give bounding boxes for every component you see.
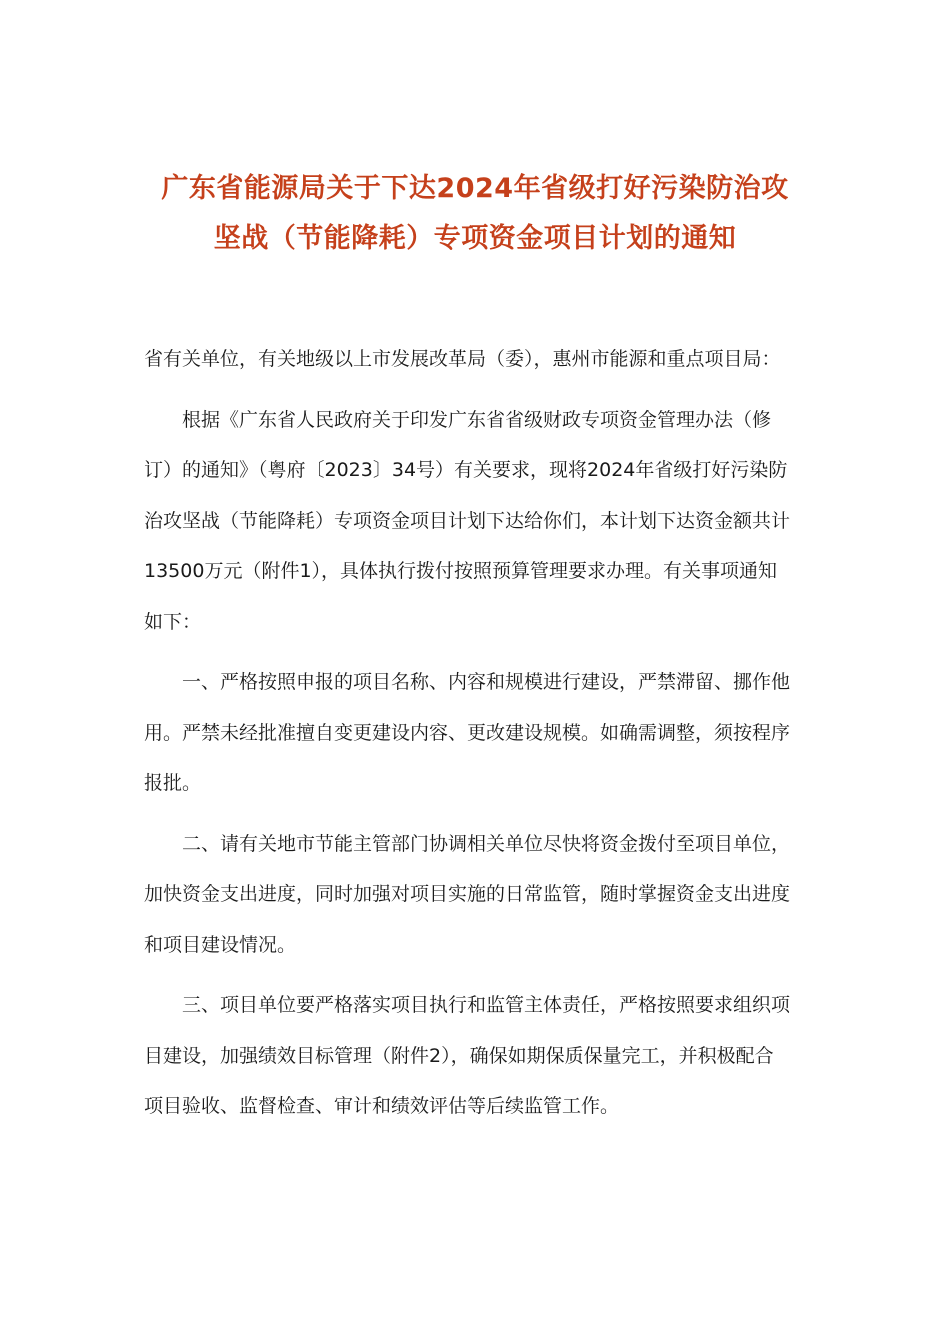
paragraph-line: 二、请有关地市节能主管部门协调相关单位尽快将资金拨付至项目单位， (182, 832, 791, 855)
document-body (144, 334, 808, 1142)
paragraph-line: 13500万元（附件1），具体执行拨付按照预算管理要求办理。有关事项通知 (144, 560, 778, 582)
paragraph-line: 根据《广东省人民政府关于印发广东省省级财政专项资金管理办法（修 (182, 408, 772, 431)
paragraph-item-2 (144, 819, 808, 971)
paragraph-line: 一、严格按照申报的项目名称、内容和规模进行建设，严禁滞留、挪作他 (182, 671, 791, 693)
paragraph-line: 目建设，加强绩效目标管理（附件2），确保如期保质保量完工，并积极配合 (144, 1044, 774, 1067)
paragraph-line: 用。严禁未经批准擅自变更建设内容、更改建设规模。如确需调整，须按程序 (144, 721, 791, 744)
paragraph-line: 报批。 (144, 772, 202, 794)
paragraph-line: 和项目建设情况。 (144, 933, 297, 956)
paragraph-line: 如下： (144, 610, 202, 633)
title-line-1: 广东省能源局关于下达2024年省级打好污染防治攻 (161, 173, 789, 204)
paragraph-intro (144, 395, 808, 648)
paragraph-line: 订）的通知》（粤府〔2023〕34号）有关要求，现将2024年省级打好污染防 (144, 459, 788, 481)
title-line-2: 坚战（节能降耗）专项资金项目计划的通知 (213, 223, 737, 254)
paragraph-line: 三、项目单位要严格落实项目执行和监管主体责任，严格按照要求组织项 (182, 994, 791, 1016)
document-title (140, 164, 810, 264)
paragraph-item-1 (144, 657, 808, 809)
paragraph-line: 加快资金支出进度，同时加强对项目实施的日常监管，随时掌握资金支出进度 (144, 883, 791, 905)
salutation-line: 省有关单位，有关地级以上市发展改革局（委），惠州市能源和重点项目局： (144, 348, 781, 370)
paragraph-item-3 (144, 980, 808, 1132)
paragraph-line: 项目验收、监督检查、审计和绩效评估等后续监管工作。 (144, 1095, 620, 1117)
paragraph-line: 治攻坚战（节能降耗）专项资金项目计划下达给你们，本计划下达资金额共计 (144, 509, 791, 532)
salutation (144, 334, 808, 385)
